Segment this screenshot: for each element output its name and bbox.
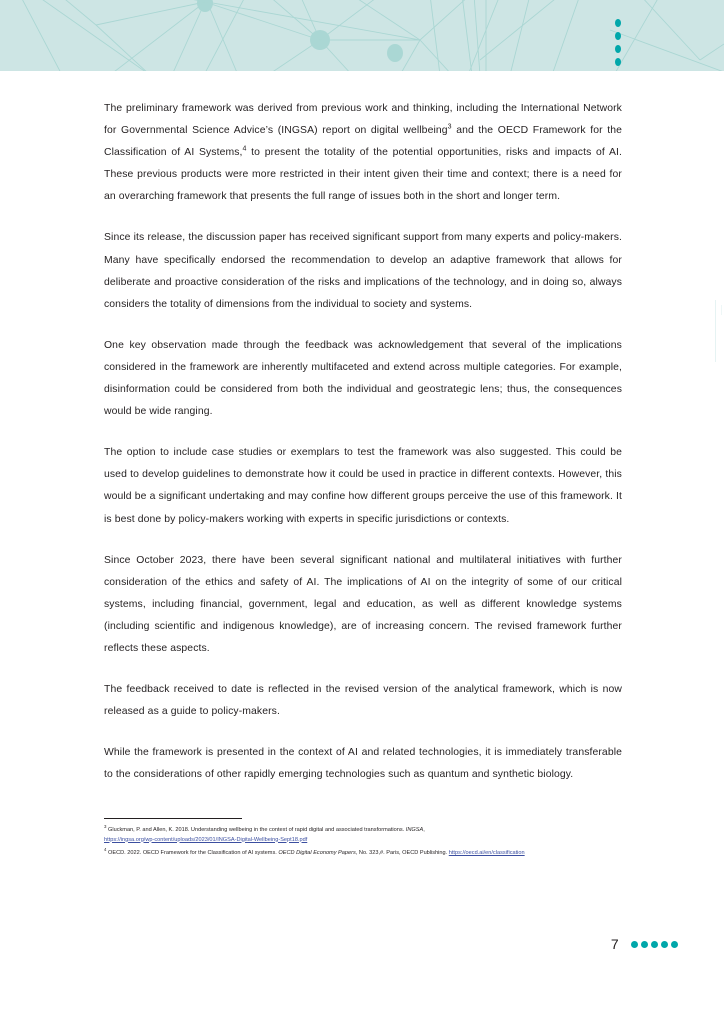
page-number: 7 xyxy=(610,936,619,952)
footnote-link[interactable]: https://ingsa.org/wp-content/uploads/2023/01/INGSA-Digital-Wellbeing-Sept18.pdf xyxy=(104,836,308,843)
footnote-marker: 3 xyxy=(104,824,107,830)
italic-text: OECD Digital Economy Papers xyxy=(278,850,356,857)
footer-dot xyxy=(631,941,638,948)
footer-dot xyxy=(661,941,668,948)
footer-dot xyxy=(651,941,658,948)
footnote-reference-marker[interactable]: 4 xyxy=(242,145,247,153)
edge-rule-decoration xyxy=(715,300,716,362)
header-dot xyxy=(615,58,621,66)
body-paragraph: While the framework is presented in the context of AI and related technologies, it is immediately transferable to the considerations of other rapidly emerging technologies such as quantum and synthetic biology. xyxy=(104,747,622,781)
body-paragraph: The option to include case studies or exemplars to test the framework was also suggested. This could be used to develop guidelines to demonstrate how it could be used in practice in different contexts. However, this would be a significant undertaking and may confine how different groups perceive the use of this framework. It is best done by policy-makers working with experts in specific jurisdictions or contexts. xyxy=(104,447,622,525)
footnote-reference-marker[interactable]: 3 xyxy=(447,123,452,131)
footnote-separator-rule xyxy=(104,818,242,819)
footer-dot xyxy=(671,941,678,948)
header-dot-indicator xyxy=(615,19,621,71)
footer-dot xyxy=(641,941,648,948)
document-body xyxy=(104,98,622,786)
header-dot xyxy=(615,32,621,40)
body-paragraph: The feedback received to date is reflected in the revised version of the analytical framework, which is now released as a guide to policy-makers. xyxy=(104,684,622,718)
footnote-entry: $^3$ Gluckman, P. and Allen, K. 2018. Understanding wellbeing in the context of rapid digital and associated transformations. INGSA, https://ingsa.org/wp-content/uploads/2023/01/INGSA-Digital-Wellbeing-Sept18.pdf xyxy=(104,826,574,845)
header-dot xyxy=(615,19,621,27)
page-footer xyxy=(611,936,678,952)
edge-rule-decoration-secondary xyxy=(721,305,722,315)
italic-text: INGSA xyxy=(405,827,424,833)
footnote-link[interactable]: https://oecd.ai/en/classification xyxy=(448,850,525,857)
footer-dot-indicator xyxy=(631,941,678,948)
body-paragraph: One key observation made through the feedback was acknowledgement that several of the implications considered in the framework are inherently multifaceted and extend across multiple categories. For example, disinformation could be considered from both the individual and geostrategic lens; thus, the consequences would be wide ranging. xyxy=(104,339,622,418)
body-paragraph: Since its release, the discussion paper has received significant support from many experts and policy-makers. Many have specifically endorsed the recommendation to develop an adaptive framework that allows for deliberate and proactive consideration of the risks and implications of the technology, and in doing so, always considers the totality of dimensions from the individual to society and systems. xyxy=(104,232,622,310)
footnote-entry: $^4$ OECD. 2022. OECD Framework for the Classification of AI systems. OECD Digital Economy Papers, No. 323,#. Paris, OECD Publishing. https://oecd.ai/en/classification xyxy=(104,849,574,859)
header-decoration-band xyxy=(0,0,724,71)
footnote-marker: 4 xyxy=(104,847,107,853)
body-paragraph: The preliminary framework was derived from previous work and thinking, including the International Network for Governmental Science Advice’s (INGSA) report on digital wellbeing$^3$ and the OECD Framework for the Classification of AI Systems,$^4$ to present the totality of the potential opportunities, risks and impacts of AI. These previous products were more restricted in their intent given their time and context; there is a need for an overarching framework that presents the full range of issues both in the short and longer term. xyxy=(104,103,623,203)
footnotes-section xyxy=(104,818,574,863)
header-dot xyxy=(615,45,621,53)
body-paragraph: Since October 2023, there have been several significant national and multilateral initiatives with further consideration of the ethics and safety of AI. The implications of AI on the integrity of some of our critical systems, including financial, government, legal and education, as well as different knowledge systems (including scientific and indigenous knowledge), are of increasing concern. The revised framework further reflects these aspects. xyxy=(104,554,622,654)
